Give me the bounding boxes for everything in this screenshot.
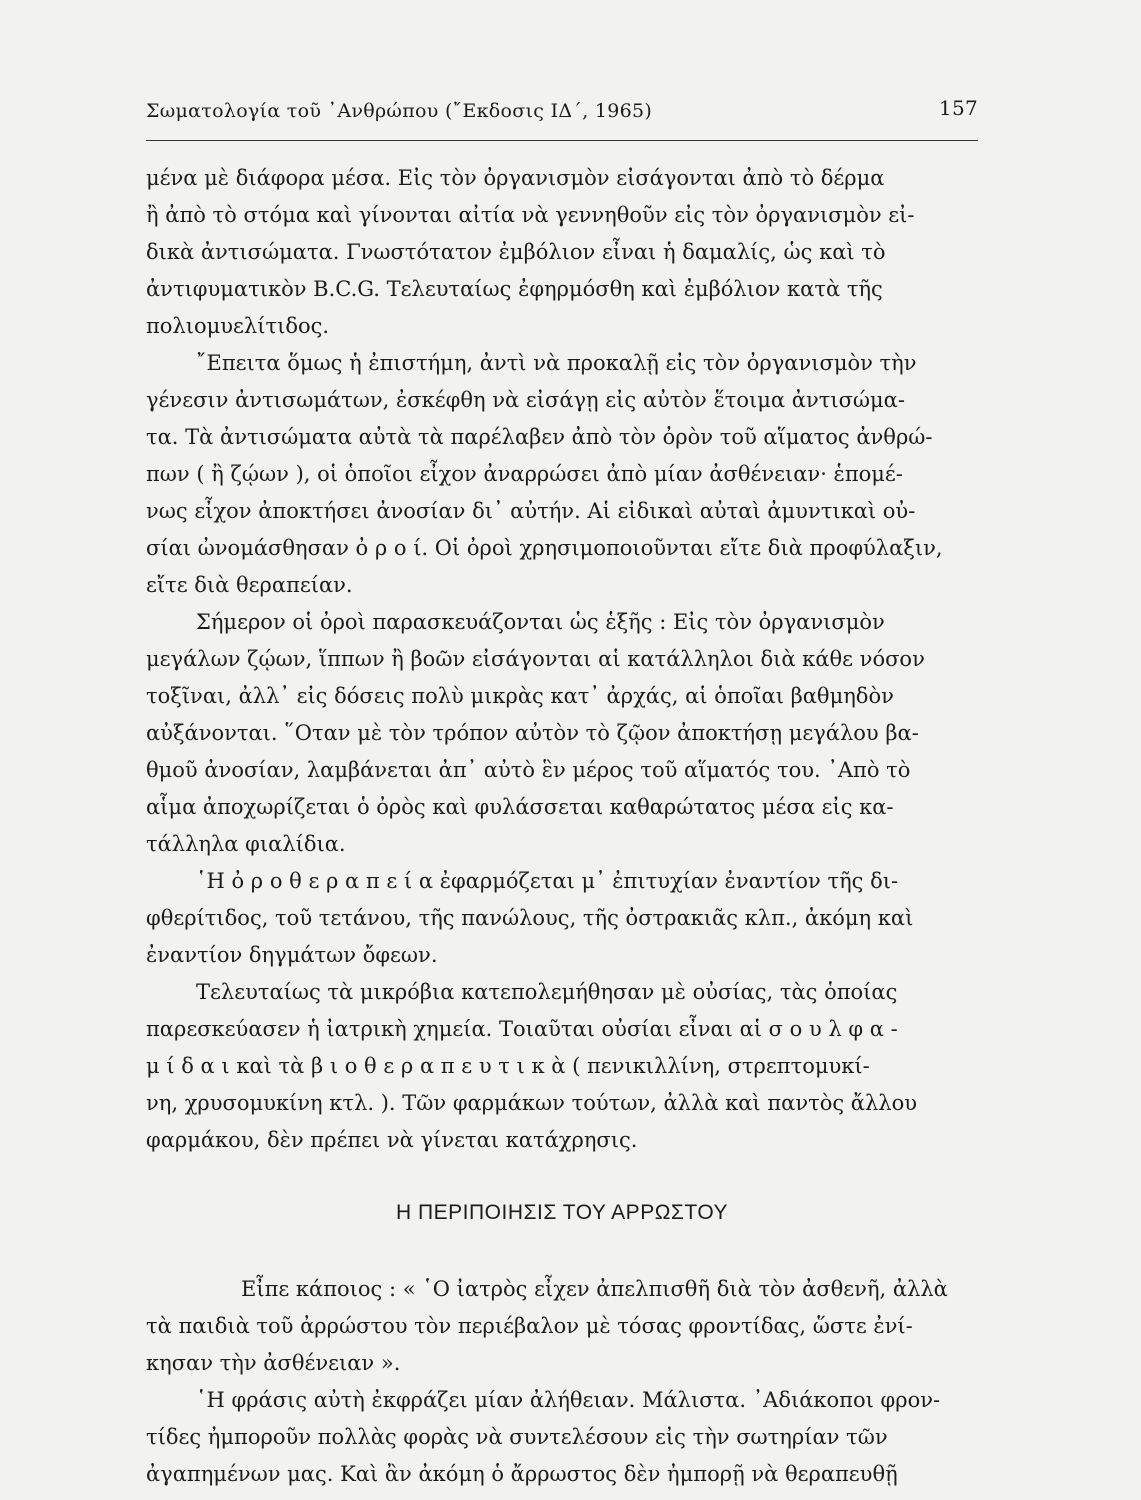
text-line: πολιομυελίτιδος. [146, 314, 330, 338]
text-line: τοξῖναι, ἀλλ᾿ εἰς δόσεις πολὺ μικρὰς κατ᾿ ἀρχάς, αἱ ὁποῖαι βαθμηδὸν [146, 684, 894, 708]
text-block-section [146, 1271, 978, 1493]
text-line: νη, χρυσομυκίνη κτλ. ). Τῶν φαρμάκων τούτων, ἀλλὰ καὶ παντὸς ἄλλου [146, 1091, 917, 1115]
text-line: τίδες ἠμποροῦν πολλὰς φορὰς νὰ συντελέσουν εἰς τὴν σωτηρίαν τῶν [146, 1425, 888, 1449]
text-line: τὰ παιδιὰ τοῦ ἀρρώστου τὸν περιέβαλον μὲ τόσας φροντίδας, ὥστε ἐνί- [146, 1314, 913, 1338]
text-line: φθερίτιδος, τοῦ τετάνου, τῆς πανώλους, τῆς ὀστρακιᾶς κλπ., ἀκόμη καὶ [146, 906, 914, 930]
text-line: Εἶπε κάποιος : « ῾Ο ἰατρὸς εἶχεν ἀπελπισθῆ διὰ τὸν ἀσθενῆ, ἀλλὰ [241, 1277, 948, 1301]
text-line: παρεσκεύασεν ἡ ἰατρικὴ χημεία. Τοιαῦται οὐσίαι εἶναι αἱ σ ο υ λ φ α - [146, 1017, 898, 1041]
text-line: πων ( ἢ ζῴων ), οἱ ὁποῖοι εἶχον ἀναρρώσει ἀπὸ μίαν ἀσθένειαν· ἑπομέ- [146, 462, 903, 486]
text-line: τα. Τὰ ἀντισώματα αὐτὰ τὰ παρέλαβεν ἀπὸ τὸν ὀρὸν τοῦ αἵματος ἀνθρώ- [146, 425, 933, 449]
text-line: ἀγαπημένων μας. Καὶ ἂν ἀκόμη ὁ ἄρρωστος δὲν ἠμπορῇ νὰ θεραπευθῇ [146, 1462, 898, 1486]
text-line: Τελευταίως τὰ μικρόβια κατεπολεμήθησαν μὲ οὐσίας, τὰς ὁποίας [196, 980, 898, 1004]
text-line: μεγάλων ζῴων, ἵππων ἢ βοῶν εἰσάγονται αἱ κατάλληλοι διὰ κάθε νόσον [146, 647, 925, 671]
text-line: τάλληλα φιαλίδια. [146, 832, 346, 856]
text-line: νως εἶχον ἀποκτήσει ἀνοσίαν δι᾿ αὐτήν. Αἱ εἰδικαὶ αὐταὶ ἀμυντικαὶ οὐ- [146, 499, 916, 523]
text-line: ῾Η ὀ ρ ο θ ε ρ α π ε ί α ἐφαρμόζεται μ᾿ ἐπιτυχίαν ἐναντίον τῆς δι- [196, 869, 899, 893]
text-line: μένα μὲ διάφορα μέσα. Εἰς τὸν ὀργανισμὸν εἰσάγονται ἀπὸ τὸ δέρμα [146, 166, 885, 190]
text-line: ῾Η φράσις αὐτὴ ἐκφράζει μίαν ἀλήθειαν. Μάλιστα. ᾿Αδιάκοποι φρον- [196, 1388, 941, 1412]
text-block-main [146, 160, 978, 1159]
header-rule [146, 140, 978, 141]
body-text [146, 160, 978, 1493]
text-line: αὐξάνονται. ῞Οταν μὲ τὸν τρόπον αὐτὸν τὸ ζῷον ἀποκτήσῃ μεγάλου βα- [146, 721, 919, 745]
text-line: εἴτε διὰ θεραπείαν. [146, 573, 353, 597]
text-line: γένεσιν ἀντισωμάτων, ἐσκέφθη νὰ εἰσάγῃ εἰς αὐτὸν ἕτοιμα ἀντισώμα- [146, 388, 905, 412]
text-line: ἢ ἀπὸ τὸ στόμα καὶ γίνονται αἰτία νὰ γεννηθοῦν εἰς τὸν ὀργανισμὸν εἰ- [146, 203, 915, 227]
text-line: ῎Επειτα ὅμως ἡ ἐπιστήμη, ἀντὶ νὰ προκαλῇ εἰς τὸν ὀργανισμὸν τὴν [196, 351, 917, 375]
text-line: ἀντιφυματικὸν B.C.G. Τελευταίως ἐφηρμόσθη καὶ ἐμβόλιον κατὰ τῆς [146, 277, 883, 301]
text-line: μ ί δ α ι καὶ τὰ β ι ο θ ε ρ α π ε υ τ ι κ ὰ ( πενικιλλίνη, στρεπτομυκί- [146, 1054, 870, 1078]
text-line: Σήμερον οἱ ὀροὶ παρασκευάζονται ὡς ἑξῆς : Εἰς τὸν ὀργανισμὸν [196, 610, 885, 634]
running-head [146, 98, 978, 130]
section-heading: Η ΠΕΡΙΠΟΙΗΣΙΣ ΤΟΥ ΑΡΡΩΣΤΟΥ [396, 1201, 728, 1224]
text-line: δικὰ ἀντισώματα. Γνωστότατον ἐμβόλιον εἶναι ἡ δαμαλίς, ὡς καὶ τὸ [146, 240, 886, 264]
running-head-title: Σωματολογία τοῦ ᾿Ανθρώπου (῎Εκδοσις ΙΔ΄, 1965) [146, 100, 653, 122]
text-line: κησαν τὴν ἀσθένειαν ». [146, 1351, 401, 1375]
text-line: σίαι ὠνομάσθησαν ὀ ρ ο ί. Οἱ ὀροὶ χρησιμοποιοῦνται εἴτε διὰ προφύλαξιν, [146, 536, 943, 560]
page-number: 157 [938, 96, 978, 120]
text-line: αἷμα ἀποχωρίζεται ὁ ὀρὸς καὶ φυλάσσεται καθαρώτατος μέσα εἰς κα- [146, 795, 894, 819]
text-line: ἐναντίον δηγμάτων ὄφεων. [146, 943, 438, 967]
text-line: φαρμάκου, δὲν πρέπει νὰ γίνεται κατάχρησις. [146, 1128, 638, 1152]
text-line: θμοῦ ἀνοσίαν, λαμβάνεται ἀπ᾿ αὐτὸ ἓν μέρος τοῦ αἵματός του. ᾿Απὸ τὸ [146, 758, 911, 782]
